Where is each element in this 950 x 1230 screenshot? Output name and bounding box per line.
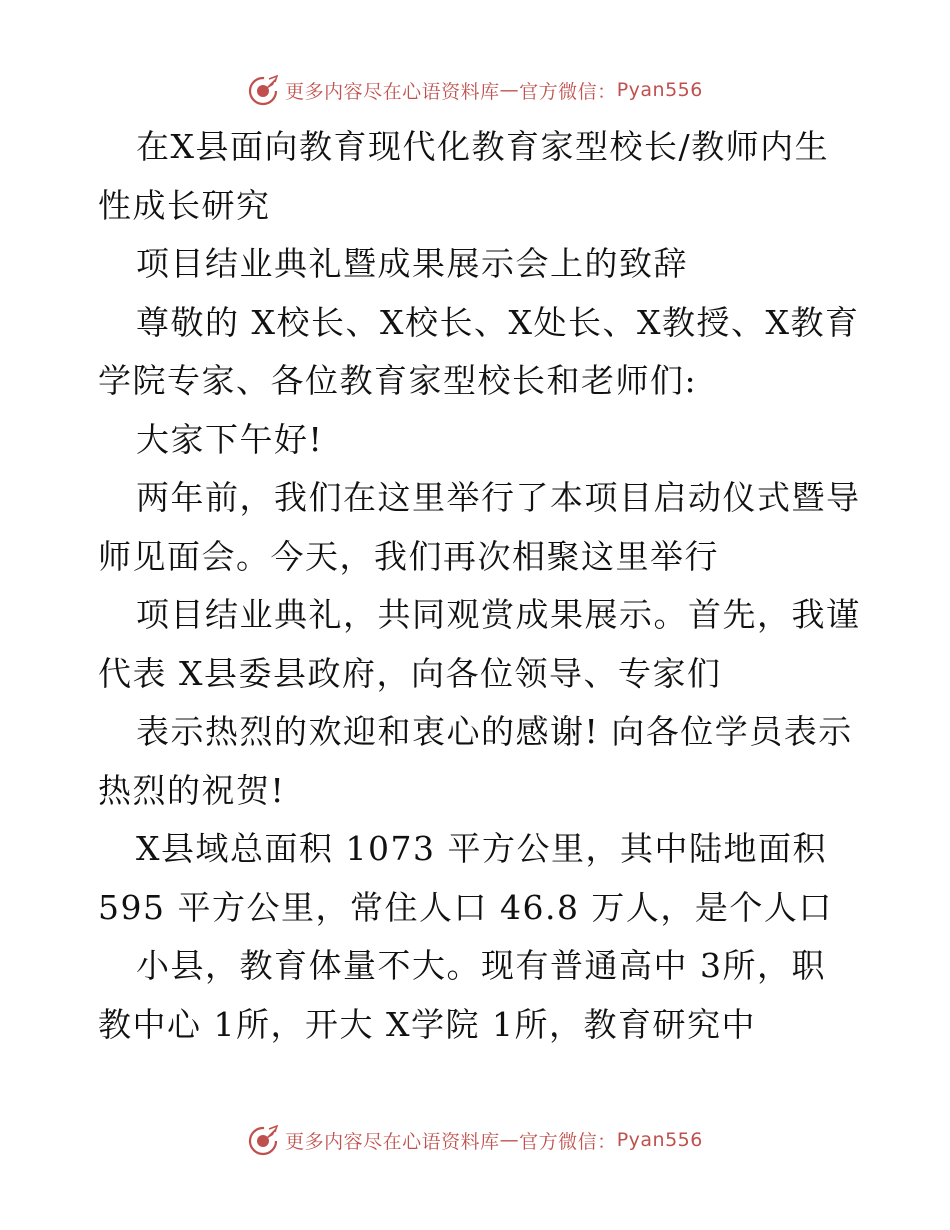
watermark-separator: — bbox=[499, 1129, 520, 1151]
text-line: 学院专家、各位教育家型校长和老师们: bbox=[98, 361, 698, 400]
text-line: 在X县面向教育现代化教育家型校长/教师内生 bbox=[136, 127, 830, 166]
text-line: 项目结业典礼，共同观赏成果展示。首先，我谨 bbox=[136, 595, 861, 634]
text-line: 595 平方公里，常住人口 46.8 万人，是个人口 bbox=[98, 887, 833, 927]
quill-logo-icon bbox=[247, 73, 281, 107]
text-line: 尊敬的 X校长、X校长、X处长、X教授、X教育 bbox=[136, 302, 860, 342]
header-watermark bbox=[0, 70, 950, 110]
text-line: 小县，教育体量不大。现有普通高中 3所，职 bbox=[136, 946, 826, 985]
text-line: 大家下午好! bbox=[136, 419, 324, 459]
text-line: 代表 X县委县政府，向各位领导、专家们 bbox=[98, 653, 722, 693]
text-line: 表示热烈的欢迎和衷心的感谢! 向各位学员表示 bbox=[136, 712, 853, 751]
text-line: 两年前，我们在这里举行了本项目启动仪式暨导 bbox=[136, 478, 861, 517]
document-body bbox=[98, 118, 861, 1054]
watermark-text: 更多内容尽在心语资料库 bbox=[285, 80, 500, 103]
watermark-official-label: 官方微信： bbox=[519, 80, 617, 103]
footer-watermark bbox=[0, 1120, 950, 1160]
watermark-official-label: 官方微信： bbox=[519, 1130, 617, 1153]
text-line: 热烈的祝贺! bbox=[98, 770, 286, 810]
text-line: 性成长研究 bbox=[98, 185, 271, 225]
quill-logo-icon bbox=[247, 1123, 281, 1157]
text-line: 师见面会。今天，我们再次相聚这里举行 bbox=[98, 536, 719, 576]
text-line: X县域总面积 1073 平方公里，其中陆地面积 bbox=[136, 829, 827, 868]
watermark-text: 更多内容尽在心语资料库 bbox=[285, 1130, 500, 1153]
watermark-account-id: Pyan556 bbox=[616, 79, 703, 101]
watermark-separator: — bbox=[499, 79, 520, 101]
text-line: 教中心 1所，开大 X学院 1所，教育研究中 bbox=[98, 1004, 756, 1044]
watermark-account-id: Pyan556 bbox=[616, 1129, 703, 1151]
text-line: 项目结业典礼暨成果展示会上的致辞 bbox=[136, 244, 688, 283]
